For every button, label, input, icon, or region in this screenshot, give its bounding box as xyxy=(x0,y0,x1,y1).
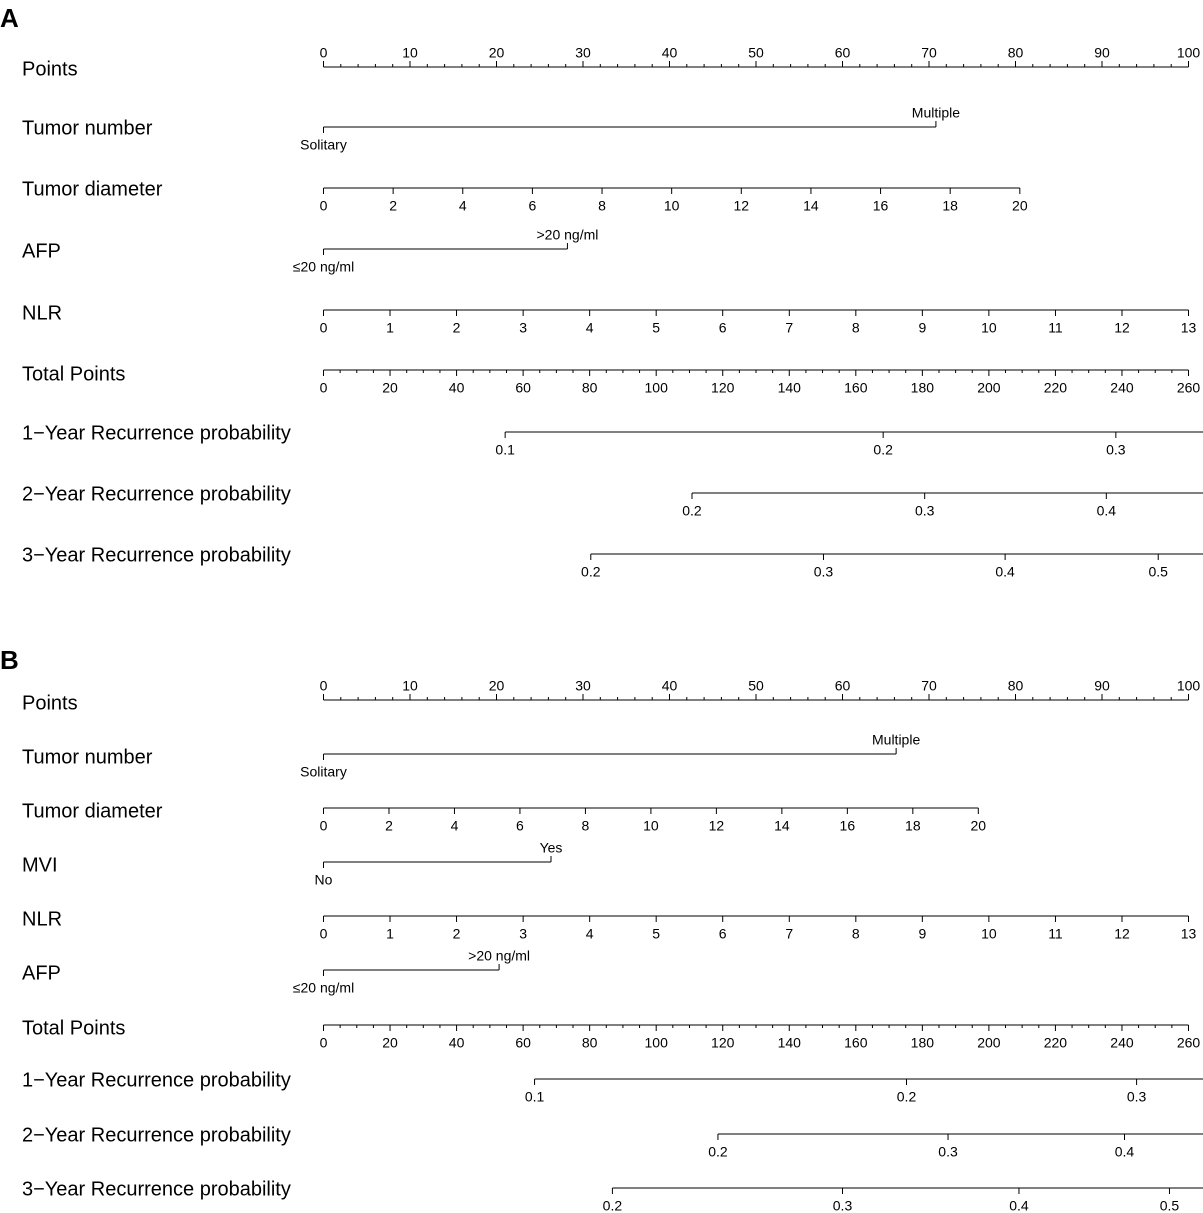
tick-label-tumor-diameter: 8 xyxy=(598,197,606,214)
tick-label-points: 80 xyxy=(1007,44,1024,61)
tick-label-tumor-diameter: 8 xyxy=(581,817,590,834)
tick-label-3-year-recurrence-probability: 0.3 xyxy=(832,1197,853,1213)
tick-label-points: 70 xyxy=(921,44,937,61)
tick-label-nlr: 2 xyxy=(452,319,461,336)
tick-label-tumor-diameter: 14 xyxy=(803,197,819,214)
tick-label-points: 60 xyxy=(834,44,851,61)
tick-label-nlr: 12 xyxy=(1114,925,1130,942)
row-label-total-points: Total Points xyxy=(22,363,126,386)
panel-a xyxy=(22,45,1203,580)
row-label-total-points: Total Points xyxy=(22,1017,126,1040)
tick-label-total-points: 80 xyxy=(581,379,598,396)
tick-label-total-points: 60 xyxy=(515,1034,531,1051)
tick-label-nlr: 4 xyxy=(585,319,594,336)
tick-label-nlr: 3 xyxy=(519,925,528,942)
tick-label-tumor-number: Multiple xyxy=(872,731,921,748)
tick-label-total-points: 220 xyxy=(1043,1034,1068,1051)
tick-label-total-points: 0 xyxy=(319,1034,328,1051)
tick-label-total-points: 60 xyxy=(515,379,531,396)
tick-label-tumor-diameter: 16 xyxy=(839,817,856,834)
tick-label-points: 30 xyxy=(575,677,591,694)
tick-label-nlr: 1 xyxy=(386,319,394,336)
tick-label-points: 100 xyxy=(1176,44,1201,61)
tick-label-nlr: 6 xyxy=(718,925,727,942)
tick-label-tumor-diameter: 18 xyxy=(942,197,958,214)
panel-letter-b: B xyxy=(0,645,19,675)
tick-label-1-year-recurrence-probability: 0.3 xyxy=(1106,441,1126,458)
tick-label-nlr: 8 xyxy=(851,319,860,336)
tick-label-nlr: 4 xyxy=(585,925,594,942)
tick-label-3-year-recurrence-probability: 0.3 xyxy=(813,563,834,580)
row-label-3-year-recurrence-probability: 3−Year Recurrence probability xyxy=(22,544,291,567)
tick-label-total-points: 260 xyxy=(1176,379,1201,396)
tick-label-tumor-diameter: 20 xyxy=(970,817,987,834)
tick-label-points: 70 xyxy=(921,677,937,694)
tick-label-nlr: 10 xyxy=(981,319,997,336)
tick-label-tumor-diameter: 2 xyxy=(385,817,393,834)
tick-label-nlr: 9 xyxy=(918,925,927,942)
tick-label-tumor-diameter: 4 xyxy=(450,817,459,834)
tick-label-points: 10 xyxy=(402,44,418,61)
tick-label-total-points: 80 xyxy=(581,1034,598,1051)
tick-label-tumor-number: Multiple xyxy=(911,104,961,121)
tick-label-1-year-recurrence-probability: 0.1 xyxy=(524,1088,545,1105)
row-label-mvi: MVI xyxy=(22,854,58,877)
tick-label-total-points: 140 xyxy=(777,1034,801,1051)
tick-label-total-points: 160 xyxy=(844,1034,868,1051)
tick-label-points: 50 xyxy=(748,677,764,694)
tick-label-2-year-recurrence-probability: 0.2 xyxy=(682,502,702,519)
row-label-1-year-recurrence-probability: 1−Year Recurrence probability xyxy=(22,422,291,445)
tick-label-tumor-diameter: 2 xyxy=(389,197,398,214)
tick-label-afp: ≤20 ng/ml xyxy=(292,258,355,275)
tick-label-nlr: 11 xyxy=(1048,319,1063,336)
tick-label-tumor-diameter: 10 xyxy=(663,197,680,214)
tick-label-afp: ≤20 ng/ml xyxy=(292,979,355,996)
row-label-2-year-recurrence-probability: 2−Year Recurrence probability xyxy=(22,1124,291,1147)
tick-label-total-points: 40 xyxy=(448,1034,465,1051)
tick-label-total-points: 240 xyxy=(1110,1034,1134,1051)
tick-label-mvi: No xyxy=(314,871,333,888)
tick-label-nlr: 3 xyxy=(519,319,528,336)
tick-label-points: 20 xyxy=(488,44,505,61)
tick-label-nlr: 5 xyxy=(652,925,661,942)
tick-label-points: 0 xyxy=(319,677,328,694)
tick-label-nlr: 10 xyxy=(981,925,997,942)
tick-label-points: 10 xyxy=(402,677,418,694)
row-label-points: Points xyxy=(22,58,78,81)
tick-label-tumor-diameter: 6 xyxy=(528,197,537,214)
tick-label-tumor-diameter: 10 xyxy=(643,817,659,834)
tick-label-total-points: 260 xyxy=(1176,1034,1201,1051)
tick-label-points: 80 xyxy=(1007,677,1024,694)
tick-label-total-points: 20 xyxy=(382,1034,398,1051)
tick-label-points: 90 xyxy=(1094,44,1110,61)
tick-label-tumor-diameter: 14 xyxy=(774,817,790,834)
row-label-tumor-number: Tumor number xyxy=(22,746,153,769)
tick-label-tumor-diameter: 6 xyxy=(516,817,524,834)
row-label-tumor-diameter: Tumor diameter xyxy=(22,178,163,201)
row-label-1-year-recurrence-probability: 1−Year Recurrence probability xyxy=(22,1069,291,1092)
tick-label-nlr: 9 xyxy=(918,319,927,336)
tick-label-1-year-recurrence-probability: 0.2 xyxy=(896,1088,917,1105)
tick-label-points: 100 xyxy=(1176,677,1201,694)
panel-letter-a: A xyxy=(0,3,19,33)
tick-label-mvi: Yes xyxy=(539,839,563,856)
tick-label-2-year-recurrence-probability: 0.2 xyxy=(708,1143,728,1160)
tick-label-total-points: 100 xyxy=(644,379,668,396)
tick-label-total-points: 20 xyxy=(382,379,398,396)
tick-label-total-points: 220 xyxy=(1043,379,1068,396)
tick-label-nlr: 11 xyxy=(1048,925,1063,942)
tick-label-tumor-number: Solitary xyxy=(300,136,347,153)
tick-label-nlr: 0 xyxy=(319,319,328,336)
tick-label-points: 60 xyxy=(834,677,851,694)
tick-label-afp: >20 ng/ml xyxy=(468,947,531,964)
tick-label-total-points: 240 xyxy=(1110,379,1134,396)
tick-label-2-year-recurrence-probability: 0.3 xyxy=(938,1143,958,1160)
tick-label-tumor-diameter: 16 xyxy=(872,197,889,214)
row-label-tumor-number: Tumor number xyxy=(22,117,153,140)
tick-label-3-year-recurrence-probability: 0.5 xyxy=(1159,1197,1180,1213)
tick-label-nlr: 6 xyxy=(718,319,727,336)
tick-label-total-points: 100 xyxy=(644,1034,668,1051)
tick-label-total-points: 180 xyxy=(910,379,935,396)
tick-label-2-year-recurrence-probability: 0.4 xyxy=(1096,502,1117,519)
tick-label-total-points: 40 xyxy=(448,379,465,396)
tick-label-3-year-recurrence-probability: 0.4 xyxy=(995,563,1015,580)
tick-label-total-points: 200 xyxy=(977,1034,1001,1051)
tick-label-tumor-diameter: 0 xyxy=(319,817,328,834)
tick-label-nlr: 8 xyxy=(851,925,860,942)
row-label-points: Points xyxy=(22,692,78,715)
tick-label-total-points: 0 xyxy=(319,379,328,396)
tick-label-3-year-recurrence-probability: 0.2 xyxy=(581,563,601,580)
tick-label-tumor-diameter: 20 xyxy=(1012,197,1028,214)
tick-label-3-year-recurrence-probability: 0.2 xyxy=(602,1197,623,1213)
tick-label-points: 0 xyxy=(319,44,328,61)
tick-label-total-points: 140 xyxy=(777,379,801,396)
tick-label-nlr: 0 xyxy=(319,925,328,942)
tick-label-1-year-recurrence-probability: 0.3 xyxy=(1126,1088,1147,1105)
tick-label-tumor-diameter: 18 xyxy=(905,817,921,834)
tick-label-points: 30 xyxy=(575,44,591,61)
row-label-afp: AFP xyxy=(22,240,61,263)
tick-label-1-year-recurrence-probability: 0.1 xyxy=(495,441,515,458)
panel-b xyxy=(22,678,1203,1213)
tick-label-total-points: 120 xyxy=(711,1034,735,1051)
tick-label-total-points: 160 xyxy=(844,379,868,396)
tick-label-points: 90 xyxy=(1094,677,1110,694)
tick-label-tumor-diameter: 12 xyxy=(708,817,725,834)
row-label-afp: AFP xyxy=(22,962,61,985)
tick-label-tumor-diameter: 12 xyxy=(733,197,750,214)
tick-label-2-year-recurrence-probability: 0.4 xyxy=(1114,1143,1135,1160)
tick-label-points: 50 xyxy=(748,44,764,61)
tick-label-nlr: 7 xyxy=(785,925,794,942)
tick-label-2-year-recurrence-probability: 0.3 xyxy=(914,502,935,519)
tick-label-points: 20 xyxy=(488,677,505,694)
row-label-tumor-diameter: Tumor diameter xyxy=(22,800,163,823)
tick-label-tumor-diameter: 4 xyxy=(458,197,467,214)
tick-label-points: 40 xyxy=(661,677,678,694)
tick-label-nlr: 7 xyxy=(785,319,794,336)
tick-label-nlr: 12 xyxy=(1114,319,1130,336)
row-label-nlr: NLR xyxy=(22,302,63,325)
row-label-nlr: NLR xyxy=(22,908,63,931)
tick-label-tumor-number: Solitary xyxy=(300,763,347,780)
tick-label-afp: >20 ng/ml xyxy=(536,226,599,243)
tick-label-tumor-diameter: 0 xyxy=(319,197,328,214)
tick-label-nlr: 13 xyxy=(1180,925,1197,942)
tick-label-nlr: 1 xyxy=(386,925,394,942)
tick-label-total-points: 120 xyxy=(711,379,735,396)
tick-label-nlr: 13 xyxy=(1180,319,1197,336)
row-label-3-year-recurrence-probability: 3−Year Recurrence probability xyxy=(22,1178,291,1201)
tick-label-total-points: 200 xyxy=(977,379,1001,396)
tick-label-total-points: 180 xyxy=(910,1034,935,1051)
tick-label-points: 40 xyxy=(661,44,678,61)
row-label-2-year-recurrence-probability: 2−Year Recurrence probability xyxy=(22,483,291,506)
tick-label-3-year-recurrence-probability: 0.5 xyxy=(1148,563,1168,580)
tick-label-nlr: 5 xyxy=(652,319,661,336)
tick-label-nlr: 2 xyxy=(452,925,461,942)
tick-label-3-year-recurrence-probability: 0.4 xyxy=(1009,1197,1029,1213)
tick-label-1-year-recurrence-probability: 0.2 xyxy=(873,441,893,458)
